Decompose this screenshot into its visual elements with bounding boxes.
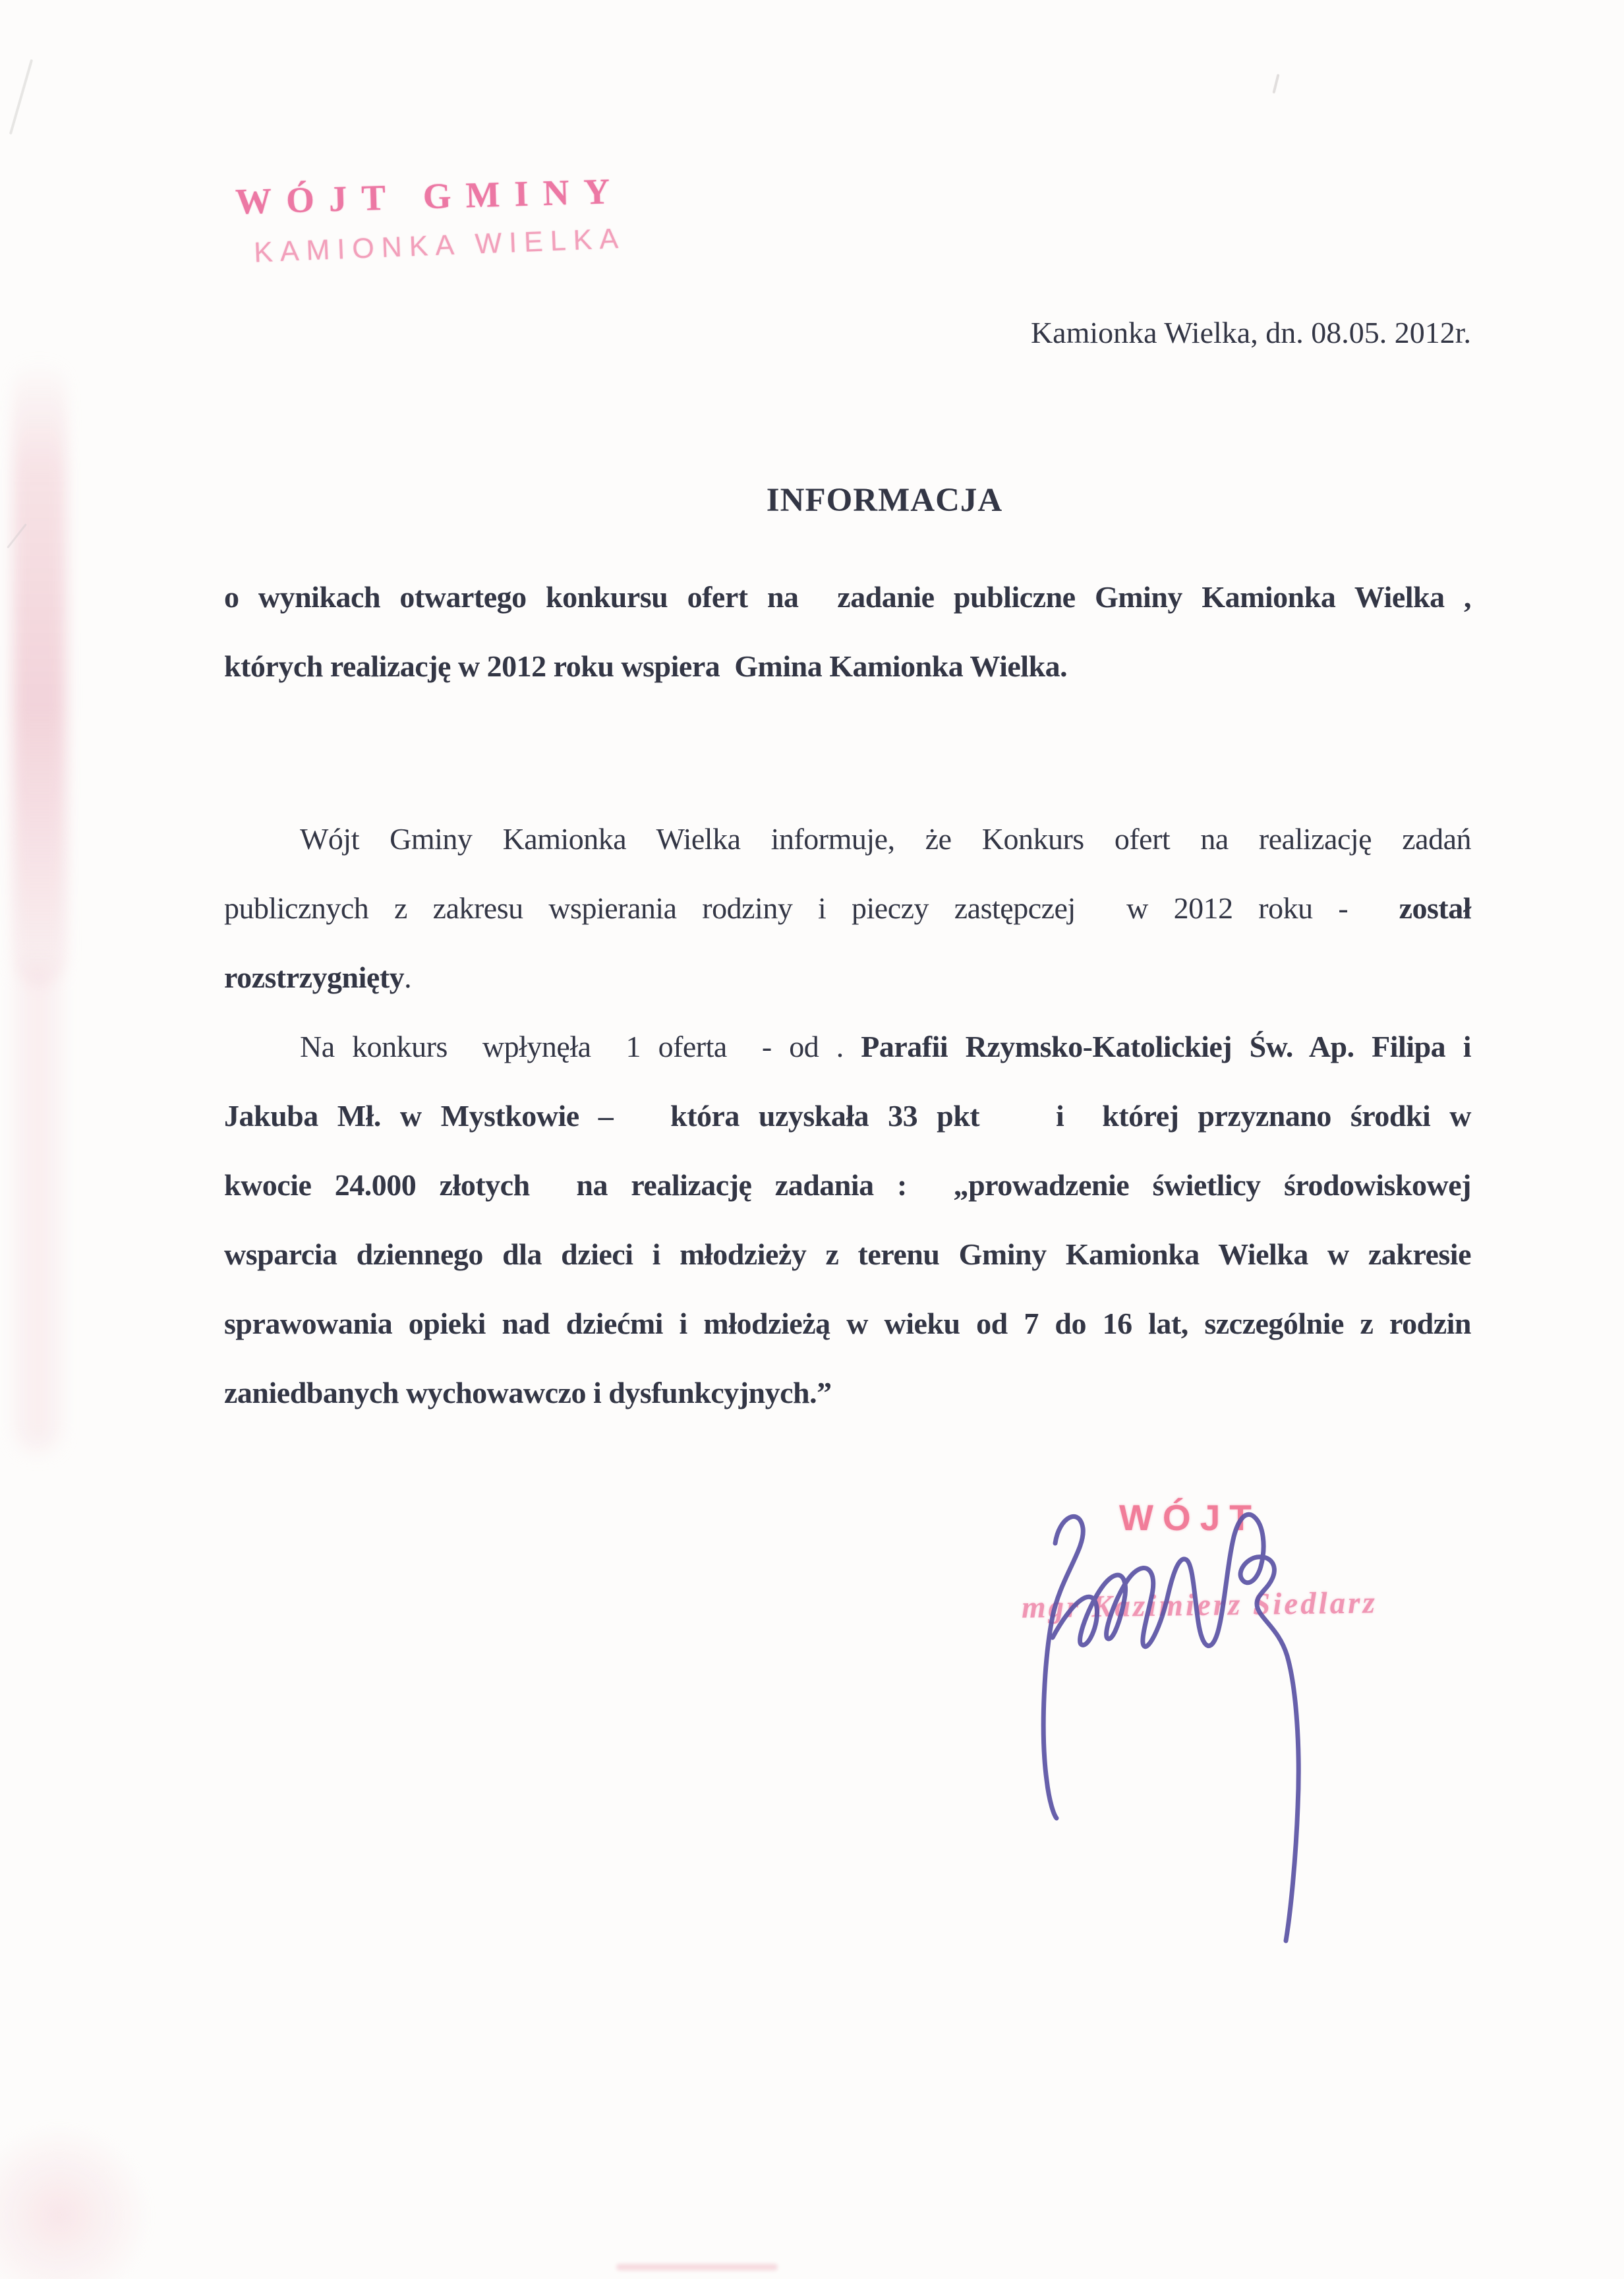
bold-text-segment: rozstrzygnięty [224,961,405,994]
document-title: INFORMACJA [766,482,1003,519]
signatory-name-stamp: mgr Kazimierz Siedlarz [1021,1585,1378,1625]
bold-text-segment: zaniedbanych wychowawczo i dysfunkcyjnych.” [224,1376,832,1409]
bold-text-segment: wsparcia dziennego dla dzieci i młodzieży z terenu Gminy Kamionka Wielka w zakresie [224,1237,1471,1271]
wojt-signature-stamp: WÓJT [1119,1497,1261,1538]
bold-text-segment: Parafii Rzymsko-Katolickiej Św. Ap. Filipa i [861,1030,1471,1063]
text-segment: Na konkurs wpłynęła 1 oferta - od . [300,1030,861,1063]
text-segment: Wójt Gminy Kamionka Wielka informuje, że Konkurs ofert na realizację zadań [300,822,1471,856]
bold-text-segment: sprawowania opieki nad dziećmi i młodzieżą w wieku od 7 do 16 lat, szczególnie z rodzin [224,1307,1471,1340]
office-stamp-municipality: KAMIONKA WIELKA [253,222,626,269]
bold-text-segment: których realizację w 2012 roku wspiera Gmina Kamionka Wielka. [224,649,1068,683]
signature-stroke [1043,1514,1298,1941]
bold-text-segment: Jakuba Mł. w Mystkowie – która uzyskała 33 pkt i której przyznano środki w [224,1099,1471,1133]
text-segment: . [404,961,412,994]
text-segment: publicznych z zakresu wspierania rodziny i pieczy zastępczej w 2012 roku - [224,891,1399,925]
bold-text-segment: kwocie 24.000 złotych na realizację zadania : „prowadzenie świetlicy środowiskowej [224,1168,1471,1202]
bold-text-segment: o wynikach otwartego konkursu ofert na zadanie publiczne Gminy Kamionka Wielka , [224,580,1471,614]
office-stamp-title: WÓJT GMINY [235,170,625,222]
date-line: Kamionka Wielka, dn. 08.05. 2012r. [1030,316,1471,349]
bold-text-segment: został [1399,891,1471,925]
